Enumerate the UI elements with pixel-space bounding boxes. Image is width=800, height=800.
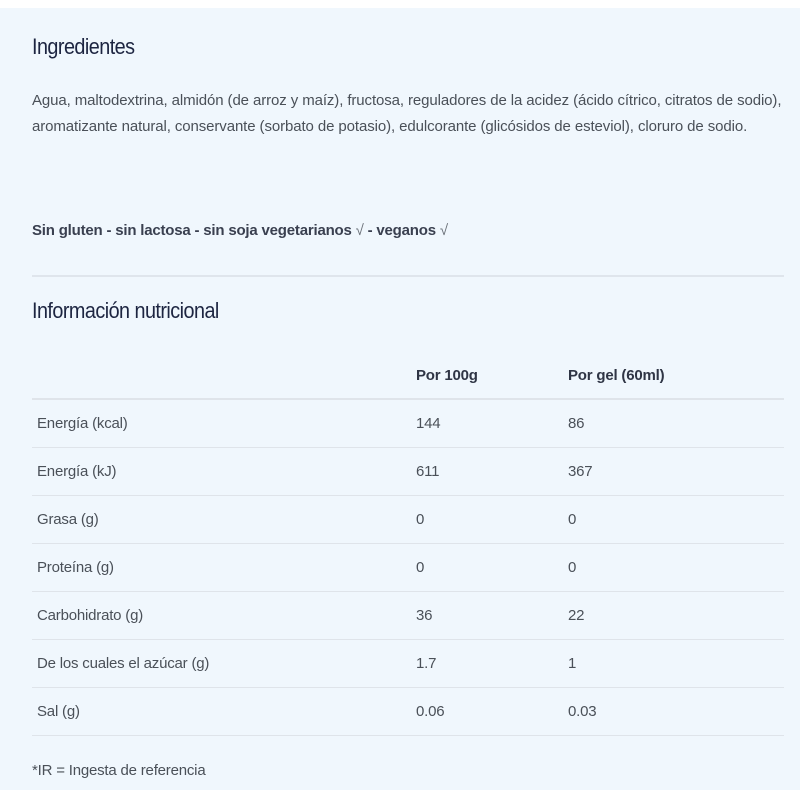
value-per-gel: 86 xyxy=(568,399,784,448)
value-per-gel: 22 xyxy=(568,592,784,640)
nutrient-label: Energía (kJ) xyxy=(32,448,416,496)
ingredients-text: Agua, maltodextrina, almidón (de arroz y maíz), fructosa, reguladores de la acidez (ácido cítrico, citratos de sodio), aromatizante natural, conservante (sorbato de potasio), edulcorante (glicósidos de esteviol), cloruro de sodio. xyxy=(32,92,782,135)
value-per-100g: 36 xyxy=(416,592,568,640)
column-header-per-100g: Por 100g xyxy=(416,352,568,399)
value-per-gel: 0 xyxy=(568,496,784,544)
nutrition-table xyxy=(32,352,784,736)
nutrient-label: Carbohidrato (g) xyxy=(32,592,416,640)
nutrient-label: Sal (g) xyxy=(32,688,416,736)
nutrition-heading: Información nutricional xyxy=(32,298,219,323)
value-per-100g: 0.06 xyxy=(416,688,568,736)
value-per-100g: 0 xyxy=(416,496,568,544)
value-per-100g: 0 xyxy=(416,544,568,592)
nutrient-label: Proteína (g) xyxy=(32,544,416,592)
table-row xyxy=(32,592,784,640)
table-row xyxy=(32,496,784,544)
column-header-per-gel: Por gel (60ml) xyxy=(568,352,784,399)
value-per-100g: 611 xyxy=(416,448,568,496)
table-row xyxy=(32,688,784,736)
table-row xyxy=(32,399,784,448)
table-row xyxy=(32,640,784,688)
nutrient-label: Energía (kcal) xyxy=(32,399,416,448)
value-per-gel: 1 xyxy=(568,640,784,688)
value-per-gel: 0 xyxy=(568,544,784,592)
column-header-nutrient xyxy=(32,352,416,399)
value-per-gel: 367 xyxy=(568,448,784,496)
claims-text-vegan: - veganos xyxy=(363,222,440,239)
dietary-claims xyxy=(32,222,448,239)
value-per-gel: 0.03 xyxy=(568,688,784,736)
ingredients-heading: Ingredientes xyxy=(32,34,135,59)
section-divider xyxy=(32,275,784,277)
value-per-100g: 144 xyxy=(416,399,568,448)
table-row xyxy=(32,544,784,592)
check-icon: √ xyxy=(355,222,364,239)
value-per-100g: 1.7 xyxy=(416,640,568,688)
product-info-panel xyxy=(0,8,800,790)
nutrient-label: Grasa (g) xyxy=(32,496,416,544)
claims-text: Sin gluten - sin lactosa - sin soja vegetarianos xyxy=(32,222,356,239)
footnote: *IR = Ingesta de referencia xyxy=(32,762,206,779)
table-header-row xyxy=(32,352,784,399)
table-row xyxy=(32,448,784,496)
nutrient-label: De los cuales el azúcar (g) xyxy=(32,640,416,688)
check-icon: √ xyxy=(439,222,448,239)
